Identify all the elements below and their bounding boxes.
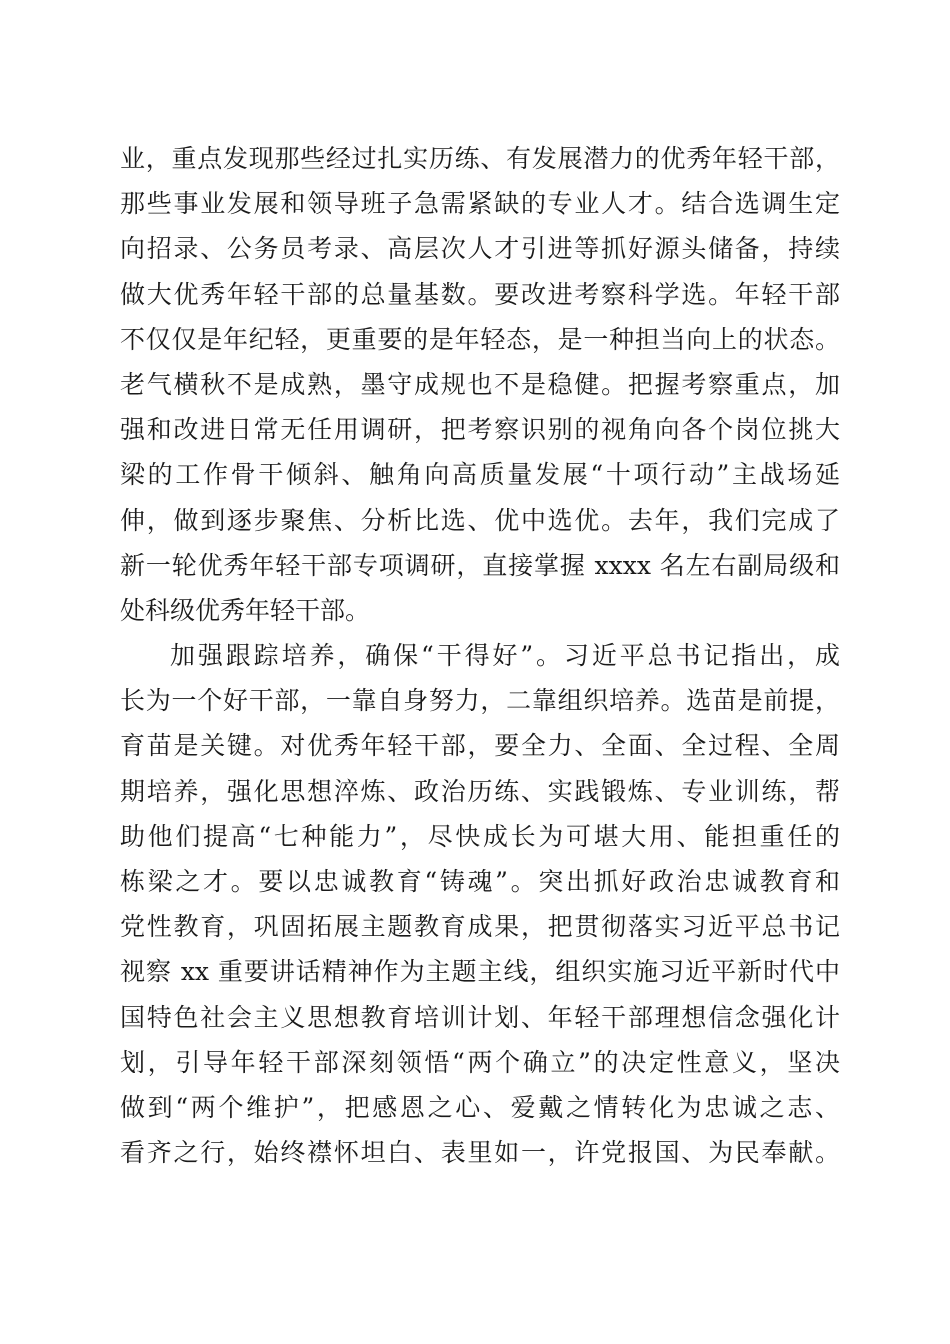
text-line-8: 梁的工作骨干倾斜、触角向高质量发展“十项行动”主战场延 — [120, 460, 840, 490]
text-line-14: 育苗是关键。对优秀年轻干部，要全力、全面、全过程、全周 — [120, 731, 840, 761]
text-line-22: 做到“两个维护”，把感恩之心、爱戴之情转化为忠诚之志、 — [120, 1092, 840, 1122]
text-line-20: 国特色社会主义思想教育培训计划、年轻干部理想信念强化计 — [120, 1002, 840, 1032]
text-line-12: 加强跟踪培养，确保“干得好”。习近平总书记指出，成 — [170, 641, 840, 671]
body-text — [120, 136, 840, 1175]
text-line-11: 处科级优秀年轻干部。 — [120, 595, 371, 625]
text-line-6: 老气横秋不是成熟，墨守成规也不是稳健。把握考察重点，加 — [120, 369, 840, 399]
text-line-10: 新一轮优秀年轻干部专项调研，直接掌握 xxxx 名左右副局级和 — [120, 550, 840, 580]
text-line-13: 长为一个好干部，一靠自身努力，二靠组织培养。选苗是前提， — [120, 686, 840, 716]
text-line-15: 期培养，强化思想淬炼、政治历练、实践锻炼、专业训练，帮 — [120, 776, 840, 806]
text-line-17: 栋梁之才。要以忠诚教育“铸魂”。突出抓好政治忠诚教育和 — [120, 867, 840, 896]
text-line-16: 助他们提高“七种能力”，尽快成长为可堪大用、能担重任的 — [120, 821, 840, 851]
text-line-2: 那些事业发展和领导班子急需紧缺的专业人才。结合选调生定 — [120, 189, 840, 219]
text-line-21: 划，引导年轻干部深刻领悟“两个确立”的决定性意义，坚决 — [120, 1047, 840, 1077]
text-line-5: 不仅仅是年纪轻，更重要的是年轻态，是一种担当向上的状态。 — [120, 324, 840, 354]
text-line-1: 业，重点发现那些经过扎实历练、有发展潜力的优秀年轻干部， — [120, 144, 840, 173]
text-line-3: 向招录、公务员考录、高层次人才引进等抓好源头储备，持续 — [120, 234, 840, 264]
text-line-23: 看齐之行，始终襟怀坦白、表里如一，许党报国、为民奉献。 — [120, 1138, 840, 1168]
text-line-18: 党性教育，巩固拓展主题教育成果，把贯彻落实习近平总书记 — [120, 912, 840, 942]
text-line-19: 视察 xx 重要讲话精神作为主题主线，组织实施习近平新时代中 — [120, 957, 840, 987]
text-line-4: 做大优秀年轻干部的总量基数。要改进考察科学选。年轻干部 — [120, 279, 840, 309]
text-line-9: 伸，做到逐步聚焦、分析比选、优中选优。去年，我们完成了 — [120, 505, 840, 535]
text-line-7: 强和改进日常无任用调研，把考察识别的视角向各个岗位挑大 — [120, 415, 840, 445]
